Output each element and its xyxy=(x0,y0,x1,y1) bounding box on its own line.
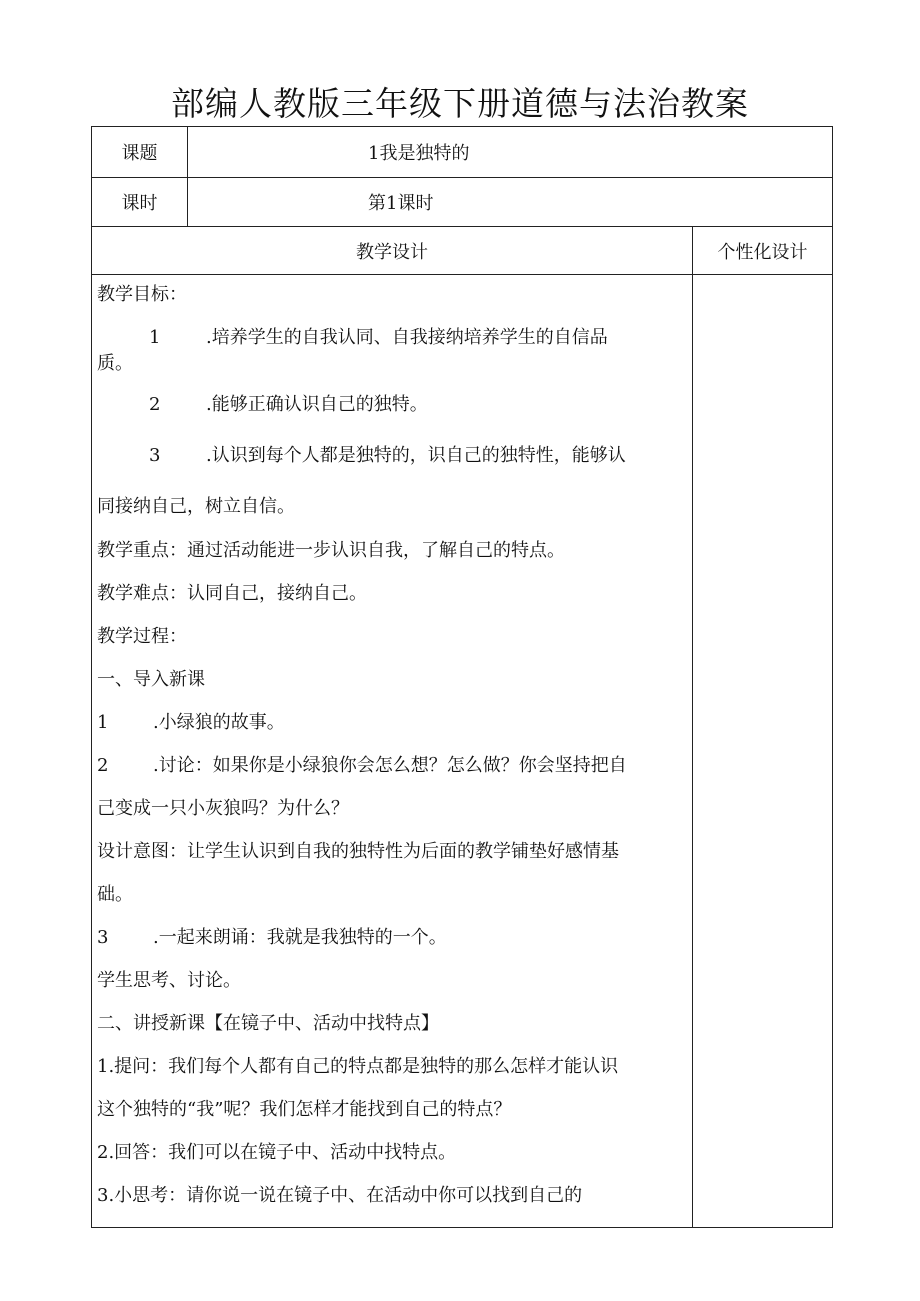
item-1 xyxy=(97,711,685,735)
item-2-cont: 己变成一只小灰狼吗？为什么？ xyxy=(97,798,349,819)
section-1-heading: 一、导入新课 xyxy=(97,669,205,690)
design-header: 教学设计 xyxy=(92,227,693,275)
personal-header: 个性化设计 xyxy=(693,227,833,275)
goal-3-text: .认识到每个人都是独特的，识自己的独特性，能够认 xyxy=(206,445,626,466)
question-1-cont: 这个独特的“我”呢？我们怎样才能找到自己的特点？ xyxy=(97,1099,512,1120)
difficulty: 教学难点：认同自己，接纳自己。 xyxy=(97,583,367,604)
goal-3-cont: 同接纳自己，树立自信。 xyxy=(97,496,295,517)
item-2-text: .讨论：如果你是小绿狼你会怎么想？怎么做？你会坚持把自 xyxy=(153,755,627,776)
item-2-num: 2 xyxy=(97,755,109,776)
topic-label: 课题 xyxy=(92,127,188,178)
goal-2-text: .能够正确认识自己的独特。 xyxy=(206,394,428,415)
goal-1-num: 1 xyxy=(149,327,161,348)
topic-value: 1我是独特的 xyxy=(188,127,833,178)
period-label: 课时 xyxy=(92,178,188,227)
question-2: 2.回答：我们可以在镜子中、活动中找特点。 xyxy=(97,1142,457,1163)
topic-row xyxy=(92,127,833,178)
item-3-text: .一起来朗诵：我就是我独特的一个。 xyxy=(153,927,447,948)
design-intent-cont: 础。 xyxy=(97,884,133,905)
period-value: 第1课时 xyxy=(188,178,833,227)
question-3-partial: 3.小思考：请你说一说在镜子中、在活动中你可以找到自己的 xyxy=(97,1185,583,1206)
period-row xyxy=(92,178,833,227)
question-1: 1.提问：我们每个人都有自己的特点都是独特的那么怎样才能认识 xyxy=(97,1056,619,1077)
item-2 xyxy=(97,754,685,778)
goal-2-num: 2 xyxy=(149,394,161,415)
goal-3 xyxy=(97,444,685,468)
document-title: 部编人教版三年级下册道德与法治教案 xyxy=(171,84,749,123)
personal-design-cell xyxy=(693,275,833,1228)
goal-2 xyxy=(97,393,685,417)
header-row xyxy=(92,227,833,275)
process-heading: 教学过程： xyxy=(97,626,187,647)
goal-1-cont: 质。 xyxy=(97,353,133,374)
goal-1-text: .培养学生的自我认同、自我接纳培养学生的自信品 xyxy=(206,327,608,348)
item-3 xyxy=(97,926,685,950)
key-point: 教学重点：通过活动能进一步认识自我，了解自己的特点。 xyxy=(97,540,565,561)
section-2-heading: 二、讲授新课【在镜子中、活动中找特点】 xyxy=(97,1013,439,1034)
goal-1 xyxy=(97,326,685,350)
item-1-num: 1 xyxy=(97,712,109,733)
design-intent: 设计意图：让学生认识到自我的独特性为后面的教学铺垫好感情基 xyxy=(97,841,619,862)
item-3-num: 3 xyxy=(97,927,109,948)
item-1-text: .小绿狼的故事。 xyxy=(153,712,285,733)
lesson-plan-table xyxy=(91,126,833,1228)
goals-heading: 教学目标： xyxy=(97,284,187,305)
student-think: 学生思考、讨论。 xyxy=(97,970,241,991)
content-row xyxy=(92,275,833,1228)
goal-3-num: 3 xyxy=(149,445,161,466)
design-content xyxy=(97,283,685,1208)
design-content-cell xyxy=(92,275,693,1228)
